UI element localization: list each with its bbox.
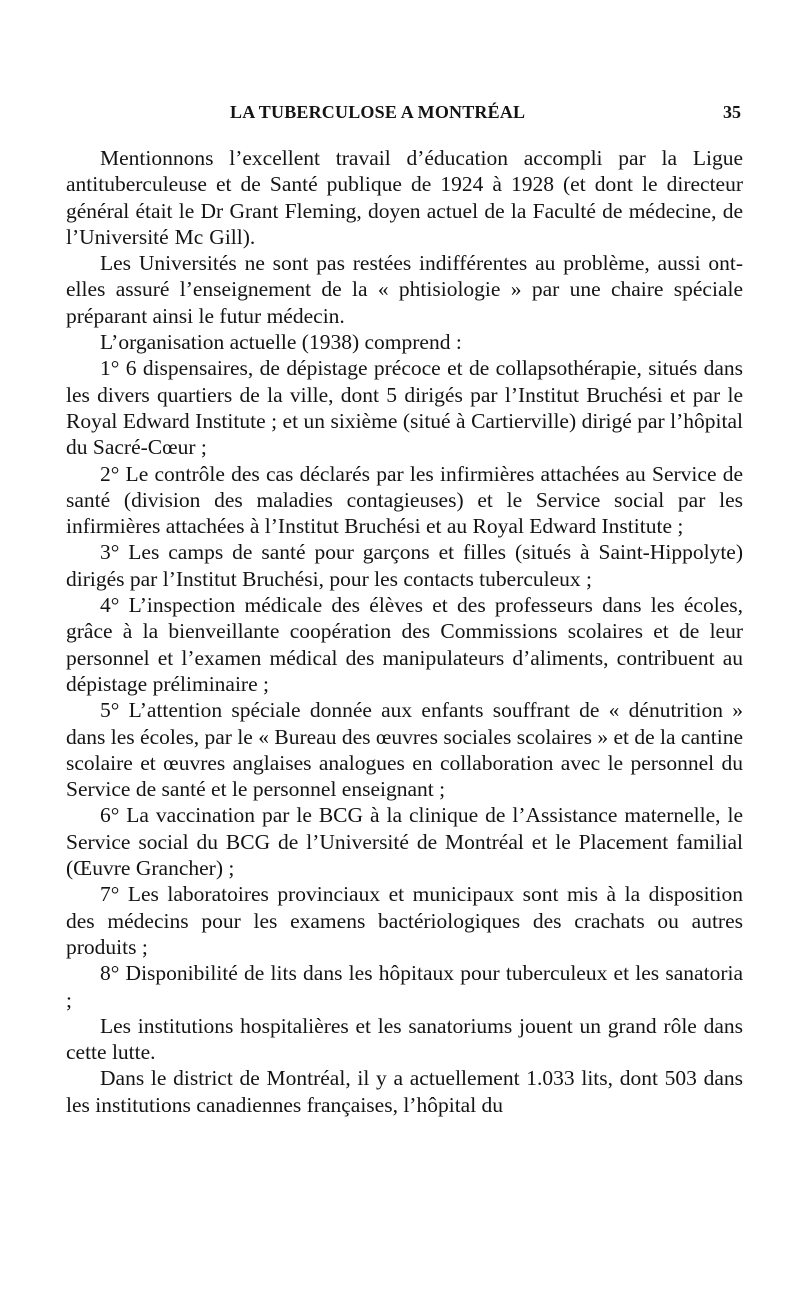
list-item-undernourished-children: 5° L’attention spéciale donnée aux enfants souffrant de « dénutrition » dans les écoles, par le « Bureau des œuvres sociales scolaires » et de la cantine scolaire et œuvres anglaises analogues en collaboration avec le personnel du Service de santé et le personnel enseignant ; [66,698,743,802]
paragraph-education-league: Mentionnons l’excellent travail d’éducation accompli par la Ligue antituberculeuse et de Santé publique de 1924 à 1928 (et dont le directeur général était le Dr Grant Fleming, doyen actuel de la Faculté de médecine, de l’Université Mc Gill). [66,146,743,249]
list-item-bcg-vaccination: 6° La vaccination par le BCG à la clinique de l’Assistance maternelle, le Service social du BCG de l’Université de Montréal et le Placement familial (Œuvre Grancher) ; [66,803,743,881]
list-item-hospital-beds: 8° Disponibilité de lits dans les hôpitaux pour tuberculeux et les sanatoria ; [66,961,743,1012]
paragraph-institutions: Les institutions hospitalières et les sanatoriums jouent un grand rôle dans cette lutte. [66,1013,743,1065]
running-header [66,102,741,126]
paragraph-universities: Les Universités ne sont pas restées indifférentes au problème, aussi ont-elles assuré l’enseignement de la « phtisiologie » par une chaire spéciale préparant ainsi le futur médecin. [66,251,743,328]
list-item-school-inspection: 4° L’inspection médicale des élèves et des professeurs dans les écoles, grâce à la bienveillante coopération des Commissions scolaires et de leur personnel et l’examen médical des manipulateurs d’aliments, contribuent au dépistage préliminaire ; [66,593,743,696]
paragraph-montreal-district: Dans le district de Montréal, il y a actuellement 1.033 lits, dont 503 dans les institutions canadiennes françaises, l’hôpital du [66,1066,743,1117]
running-title: LA TUBERCULOSE A MONTRÉAL [230,102,526,122]
page-number: 35 [723,102,741,122]
list-item-dispensaries: 1° 6 dispensaires, de dépistage précoce et de collapsothérapie, situés dans les divers quartiers de la ville, dont 5 dirigés par l’Institut Bruchési et par le Royal Edward Institute ; et un sixième (situé à Cartierville) dirigé par l’hôpital du Sacré-Cœur ; [66,356,743,460]
body-text [66,145,743,1118]
paragraph-organisation-intro: L’organisation actuelle (1938) comprend : [100,330,462,355]
list-item-health-camps: 3° Les camps de santé pour garçons et filles (situés à Saint-Hippolyte) dirigés par l’Institut Bruchési, pour les contacts tuberculeux ; [66,540,743,591]
list-item-laboratories: 7° Les laboratoires provinciaux et municipaux sont mis à la disposition des médecins pour les examens bactériologiques des crachats ou autres produits ; [66,882,743,959]
list-item-declared-cases: 2° Le contrôle des cas déclarés par les infirmières attachées au Service de santé (division des maladies contagieuses) et le Service social par les infirmières attachées à l’Institut Bruchési et au Royal Edward Institute ; [66,461,743,539]
